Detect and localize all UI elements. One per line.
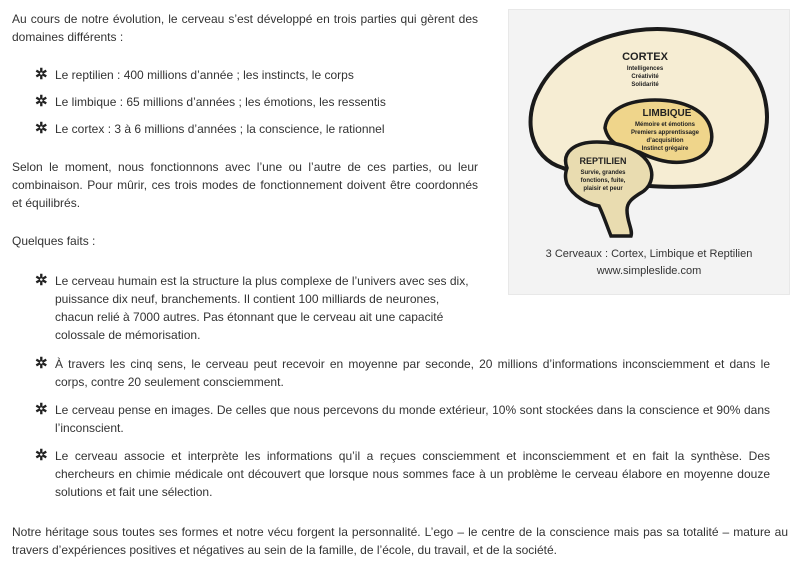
star-bullet-icon: ✲	[35, 272, 48, 289]
list-item: Le cerveau pense en images. De celles que nous percevons du monde extérieur, 10% sont stockées dans la conscience et 90% dans l’inconscient.	[55, 403, 770, 435]
reptilien-title: REPTILIEN	[579, 156, 627, 166]
cortex-line: Créativité	[631, 74, 659, 80]
star-bullet-icon: ✲	[35, 401, 48, 418]
limbique-line: d’acquisition	[646, 138, 684, 144]
star-bullet-icon: ✲	[35, 447, 48, 464]
intro-paragraph: Au cours de notre évolution, le cerveau s’est développé en trois parties qui gèrent des domaines différents :	[12, 12, 478, 44]
selon-paragraph: Selon le moment, nous fonctionnons avec l’une ou l’autre de ces parties, ou leur combinaison. Pour mûrir, ces trois modes de fonctionnement doivent être coordonnés et équilibrés.	[12, 160, 478, 210]
conclusion-paragraph: Notre héritage sous toutes ses formes et notre vécu forgent la personnalité. L’ego – le centre de la conscience mais pas sa totalité – mature au travers d’expériences positives et négatives au sein de la famille, de l’école, du travail, et de la société.	[12, 525, 788, 557]
limbique-line: Instinct grégaire	[641, 146, 689, 152]
brain-diagram	[517, 18, 781, 240]
reptilien-line: plaisir et peur	[583, 186, 623, 192]
list-item: Le reptilien : 400 millions d’année ; les instincts, le corps	[55, 68, 354, 82]
reptilien-line: Survie, grandes	[580, 170, 626, 176]
limbique-line: Premiers apprentissage	[630, 130, 700, 136]
star-bullet-icon: ✲	[35, 66, 48, 83]
quelques-faits-heading: Quelques faits :	[12, 234, 96, 248]
reptilien-line: fonctions, fuite,	[580, 178, 626, 184]
list-item: Le cerveau associe et interprète les informations qu’il a reçues consciemment et inconsciemment et en fait la synthèse. Des chercheurs en chimie médicale ont découvert que lorsque nous sommes face à un problème le cerveau élabore en moyenne douze solutions et fait une sélection.	[55, 449, 770, 499]
list-item: Le cortex : 3 à 6 millions d’années ; la conscience, le rationnel	[55, 122, 385, 136]
caption-source: www.simpleslide.com	[596, 265, 702, 277]
cortex-line: Solidarité	[631, 82, 659, 88]
list-item: Le cerveau humain est la structure la plus complexe de l’univers avec ses dix, puissance dix neuf, branchements. Il contient 100 milliards de neurones, chacun relié à 7000 autres. Pas étonnant que le cerveau ait une capacité colossale de mémorisation.	[55, 274, 469, 342]
figure-caption	[509, 246, 789, 280]
cortex-line: Intelligences	[626, 66, 664, 72]
list-item: À travers les cinq sens, le cerveau peut recevoir en moyenne par seconde, 20 millions d’informations inconsciemment et dans le corps, contre 20 seulement consciemment.	[55, 357, 770, 389]
star-bullet-icon: ✲	[35, 120, 48, 137]
caption-title: 3 Cerveaux : Cortex, Limbique et Reptilien	[545, 248, 753, 260]
star-bullet-icon: ✲	[35, 93, 48, 110]
limbique-title: LIMBIQUE	[642, 108, 692, 119]
list-item: Le limbique : 65 millions d’années ; les émotions, les ressentis	[55, 95, 386, 109]
star-bullet-icon: ✲	[35, 355, 48, 372]
limbique-line: Mémoire et émotions	[634, 122, 696, 128]
cortex-title: CORTEX	[622, 51, 668, 63]
brain-figure	[508, 9, 790, 295]
